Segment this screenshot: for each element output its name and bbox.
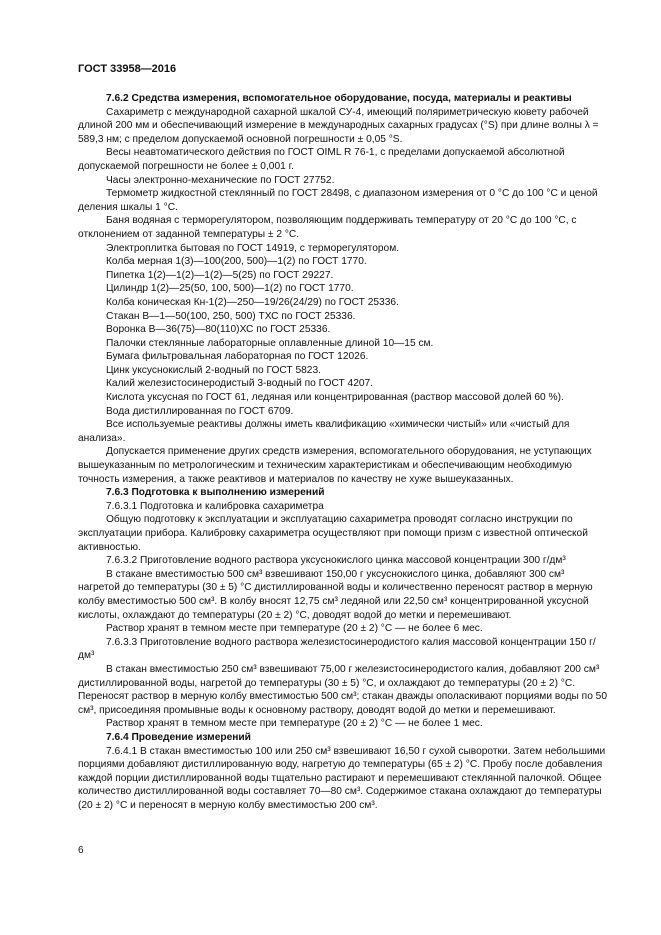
paragraph: Бумага фильтровальная лабораторная по ГОСТ 12026.	[106, 351, 369, 363]
paragraph: Цинк уксуснокислый 2-водный по ГОСТ 5823.	[106, 364, 321, 376]
paragraph: Калий железистосинеродистый 3-водный по ГОСТ 4207.	[106, 378, 374, 390]
paragraph: Воронка В—36(75)—80(110)ХС по ГОСТ 25336.	[106, 324, 331, 336]
paragraph: В стакан вместимостью 250 см³ взвешивают 75,00 г железистосинеродистого калия, добавляют 200 см³ дистиллированной воды, нагретой до температуры (30 ± 5) °С, и охлаждают до температуры (20 ± 2) °С. Переносят раствор в мерную колбу вместимостью 500 см³; стакан дважды ополаскивают порциями воды по 50 см³, присоединяя промывные воды к основному раствору, доводят водой до метки и перемешивают.	[78, 663, 608, 716]
document-body	[78, 92, 608, 812]
document-header: ГОСТ 33958—2016	[78, 63, 177, 75]
paragraph: Термометр жидкостной стеклянный по ГОСТ 28498, с диапазоном измерения от 0 °С до 100 °С и ценой деления шкалы 1 °С.	[78, 188, 598, 213]
paragraph: Кислота уксусная по ГОСТ 61, ледяная или концентрированная (раствор массовой долей 60 %).	[106, 392, 564, 404]
page-number: 6	[78, 845, 84, 856]
paragraph: Сахариметр с международной сахарной шкалой СУ-4, имеющий поляриметрическую кювету рабочей длиной 200 мм и обеспечивающий измерение в международных сахарных градусах (°S) при длине волны λ = 589,3 нм; с пределом допускаемой основной погрешности ± 0,05 °S.	[78, 106, 599, 145]
paragraph: 7.6.3.3 Приготовление водного раствора железистосинеродистого калия массовой концентрации 150 г/дм³	[78, 636, 596, 662]
paragraph: Общую подготовку к эксплуатации и эксплуатацию сахариметра проводят согласно инструкции по эксплуатации прибора. Калибровку сахариметра осуществляют при помощи призм с известной оптической активностью.	[78, 514, 588, 553]
paragraph: Стакан В—1—50(100, 250, 500) ТХС по ГОСТ 25336.	[106, 310, 356, 322]
section-heading: 7.6.3 Подготовка к выполнению измерений	[106, 487, 325, 499]
paragraph: Баня водяная с терморегулятором, позволяющим поддерживать температуру от 20 °С до 100 °С, с отклонением от заданной температуры ± 2 °С.	[78, 215, 577, 240]
paragraph: 7.6.4.1 В стакан вместимостью 100 или 250 см³ взвешивают 16,50 г сухой сыворотки. Затем небольшими порциями добавляют дистиллированную воду, нагретую до температуры (65 ± 2) °С. Пробу после добавления каждой порции дистиллированной воды тщательно растирают и перемешивают стеклянной палочкой. Общее количество дистиллированной воды составляет 70—80 см³. Содержимое стакана охлаждают до температуры (20 ± 2) °С и переносят в мерную колбу вместимостью 200 см³.	[78, 745, 606, 811]
paragraph: Весы неавтоматического действия по ГОСТ OIML R 76-1, с пределами допускаемой абсолютной допускаемой погрешности не более ± 0,001 г.	[78, 147, 565, 172]
paragraph: Раствор хранят в темном месте при температуре (20 ± 2) °С — не более 1 мес.	[106, 718, 483, 730]
paragraph: Электроплитка бытовая по ГОСТ 14919, с терморегулятором.	[106, 242, 400, 254]
paragraph: В стакане вместимостью 500 см³ взвешивают 150,00 г уксуснокислого цинка, добавляют 300 см³ нагретой до температуры (30 ± 5) °С дистиллированной воды и количественно переносят раствор в мерную колбу вместимостью 500 см³. В колбу вносят 12,75 см³ ледяной или 22,50 см³ концентрированной уксусной кислоты, охлаждают до температуры (20 ± 2) °С, доводят водой до метки и перемешивают.	[78, 568, 593, 621]
paragraph: Колба мерная 1(3)—100(200, 500)—1(2) по ГОСТ 1770.	[106, 256, 367, 268]
paragraph: Часы электронно-механические по ГОСТ 27752.	[106, 174, 335, 186]
paragraph: Пипетка 1(2)—1(2)—1(2)—5(25) по ГОСТ 29227.	[106, 269, 334, 281]
paragraph: Колба коническая Кн-1(2)—250—19/26(24/29) по ГОСТ 25336.	[106, 296, 399, 308]
paragraph: Вода дистиллированная по ГОСТ 6709.	[106, 405, 294, 417]
section-heading: 7.6.2 Средства измерения, вспомогательное оборудование, посуда, материалы и реактивы	[106, 93, 572, 104]
paragraph: Палочки стеклянные лабораторные оплавленные длиной 10—15 см.	[106, 337, 434, 349]
paragraph: 7.6.3.2 Приготовление водного раствора уксуснокислого цинка массовой концентрации 300 г/дм³	[106, 555, 566, 567]
paragraph: Все используемые реактивы должны иметь квалификацию «химически чистый» или «чистый для анализа».	[78, 419, 570, 444]
paragraph: Раствор хранят в темном месте при температуре (20 ± 2) °С — не более 6 мес.	[106, 623, 483, 635]
paragraph: Цилиндр 1(2)—25(50, 100, 500)—1(2) по ГОСТ 1770.	[106, 283, 354, 295]
paragraph: 7.6.3.1 Подготовка и калибровка сахариметра	[106, 500, 324, 512]
section-heading: 7.6.4 Проведение измерений	[106, 731, 251, 743]
paragraph: Допускается применение других средств измерения, вспомогательного оборудования, не уступающих вышеуказанным по метрологическим и техническим характеристикам и обеспечивающим необходимую точность измерения, а также реактивов и материалов по качеству не хуже вышеуказанных.	[78, 446, 592, 485]
